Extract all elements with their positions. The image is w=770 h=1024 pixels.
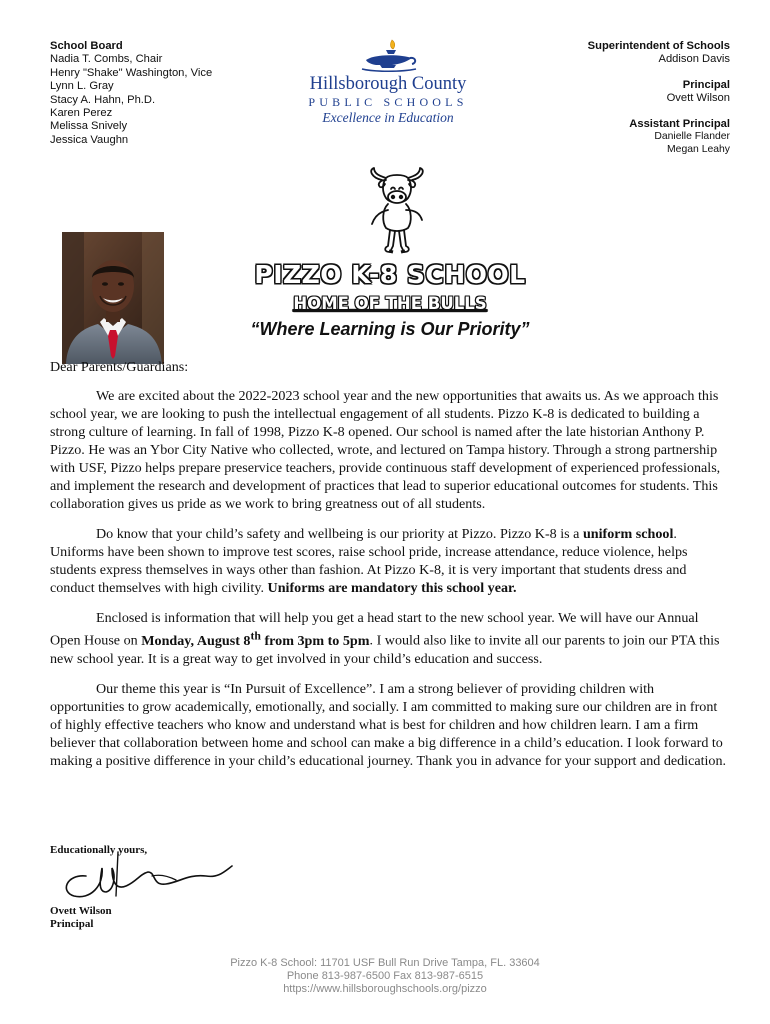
school-subtitle: HOME OF THE BULLS	[293, 294, 487, 313]
emphasis-uniforms-mandatory: Uniforms are mandatory this school year.	[267, 580, 517, 596]
assistant-principal-name: Megan Leahy	[667, 143, 730, 155]
footer-phone: Phone 813-987-6500 Fax 813-987-6515	[286, 970, 484, 982]
valediction: Educationally yours,	[50, 844, 148, 856]
district-name: Hillsborough County	[309, 74, 467, 94]
district-tagline: Excellence in Education	[322, 110, 454, 125]
board-member: Melissa Snively	[50, 120, 128, 133]
emphasis-uniform-school: uniform school	[582, 526, 674, 542]
ordinal-suffix: th	[250, 629, 261, 642]
principal-heading: Principal	[682, 78, 730, 91]
footer-address: Pizzo K-8 School: 11701 USF Bull Run Drive Tampa, FL. 33604	[230, 957, 540, 969]
school-board-list	[50, 40, 290, 147]
district-subname: PUBLIC SCHOOLS	[308, 95, 468, 109]
superintendent-heading: Superintendent of Schools	[587, 40, 730, 52]
text-segment: Enclosed is information that will help you get a head start to the new school year. We will have our Annual Open House on	[50, 610, 699, 649]
handwritten-signature	[56, 846, 236, 906]
district-logo	[300, 36, 476, 132]
board-member: Nadia T. Combs, Chair	[50, 53, 163, 66]
paragraph-theme: Our theme this year is “In Pursuit of Excellence”. I am a strong believer of providing children with opportunities to grow academically, emotionally, and socially. I am committed to making sure our children are in front of highly effective teachers who know and understand what is best for children and how children learn. I am a firm believer that collaboration between home and school can make a big difference in a child’s education. I look forward to making a positive difference in your child’s educational journey. Thank you in advance for your support and dedication.	[50, 680, 727, 769]
board-member: Karen Perez	[50, 107, 113, 120]
board-member: Lynn L. Gray	[50, 80, 114, 93]
paragraph-intro: We are excited about the 2022-2023 school year and the new opportunities that awaits us. As we approach this school year, we are looking to push the intellectual engagement of all students. Pizzo K-8 is dedicated to building a strong culture of learning. In fall of 1998, Pizzo K-8 opened. Our school is named after the late historian Anthony P. Pizzo. He was an Ybor City Native who collected, wrote, and lectured on Tampa history. Through a strong partnership with USF, Pizzo helps prepare preservice teachers, provide continuous staff development of experienced professionals, and implement the research and development of practices that lead to superior educational outcomes for students. This collaboration gives us pride as we work to bring greatness out of all students.	[50, 388, 721, 512]
superintendent-name: Addison Davis	[658, 53, 730, 66]
board-member: Stacy A. Hahn, Ph.D.	[50, 93, 156, 106]
administration-list	[490, 40, 730, 156]
text-segment: . Uniforms have been shown to improve test scores, raise school pride, increase attendance, reduce violence, helps students express themselves in ways other than fashion. At Pizzo K-8, it is very important that students dress and conduct themselves with high civility.	[50, 526, 688, 596]
bull-mascot-icon	[362, 166, 432, 258]
assistant-principal-name: Danielle Flander	[654, 131, 730, 143]
school-name: PIZZO K-8 SCHOOL	[254, 260, 526, 289]
signer-name: Ovett Wilson	[50, 905, 112, 917]
board-member: Henry "Shake" Washington, Vice	[50, 66, 213, 79]
signer-block	[50, 905, 112, 930]
board-member: Jessica Vaughn	[50, 133, 129, 146]
footer	[185, 957, 585, 996]
school-motto: “Where Learning is Our Priority”	[250, 319, 530, 339]
principal-photo	[62, 232, 164, 364]
letter-body	[50, 358, 730, 782]
paragraph-uniforms	[50, 525, 730, 597]
salutation: Dear Parents/Guardians:	[50, 359, 189, 375]
lamp-of-learning-icon	[356, 36, 420, 76]
paragraph-open-house	[50, 609, 730, 668]
footer-url[interactable]: https://www.hillsboroughschools.org/pizzo	[283, 983, 487, 995]
school-board-heading: School Board	[50, 40, 123, 52]
text-segment: . I would also like to invite all our parents to join our PTA this new school year. It is a great way to get involved in your child’s education and success.	[50, 632, 720, 667]
signer-title: Principal	[50, 917, 94, 930]
open-house-day: Monday, August 8	[141, 632, 251, 649]
open-house-date	[141, 629, 370, 649]
text-segment: Do know that your child’s safety and wellbeing is our priority at Pizzo. Pizzo K-8 is a	[96, 526, 583, 542]
principal-name: Ovett Wilson	[666, 92, 730, 105]
open-house-time: from 3pm to 5pm	[260, 632, 370, 649]
assistant-principal-heading: Assistant Principal	[629, 117, 730, 130]
